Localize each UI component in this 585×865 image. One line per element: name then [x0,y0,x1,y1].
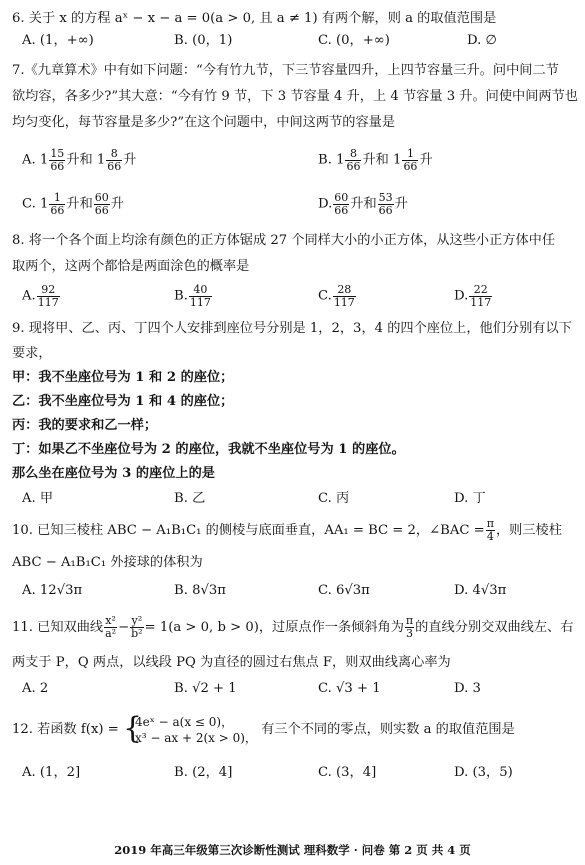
fraction-pi-over-3: $\frac{\pi}{3}$ [405,614,414,640]
page-footer: 2019 年高三年级第三次诊断性测试 理科数学 · 问卷 第 2 页 共 4 页 [114,843,471,857]
q12-option-a: A. (1，2] [22,765,81,780]
q10-line-2: ABC − A₁B₁C₁ 外接球的体积为 [12,555,203,570]
fraction: $\frac{8}{66}$ [107,147,122,173]
q8-option-c: C. $\frac{28}{117}$ [318,283,355,309]
fraction: $\frac{8}{66}$ [346,147,361,173]
q9-condition-jia: 甲：我不坐座位号为 1 和 2 的座位； [12,370,234,385]
q11-line-1: 11. 已知双曲线 $\frac{\text{x²}}{\text{a²}}$ − $\frac{\text{y²}}{\text{b²}}$ = 1(a > 0, b > 0)，过原点作一条倾斜角为 $\frac{\pi}{3}$ 的直线分别交双曲线左、右 [12,614,574,640]
fraction: $\frac{40}{117}$ [189,283,211,309]
q11-options [22,680,562,700]
q8-option-b: B. $\frac{40}{117}$ [174,283,211,309]
piecewise-case-1: 4eˣ − a(x ≤ 0)， [134,714,234,729]
question-6-options [22,32,562,52]
q9-condition-bing: 丙：我的要求和乙一样； [12,418,158,433]
q8-line-2: 取两个，这两个都恰是两面涂色的概率是 [12,259,250,274]
question-8 [12,232,574,278]
fraction: $\frac{15}{66}$ [50,147,65,173]
brace-symbol: { [122,710,143,746]
q10-line-1: 10. 已知三棱柱 ABC − A₁B₁C₁ 的侧棱与底面垂直，AA₁ = BC = 2，∠BAC = $\frac{\pi}{4}$ ，则三棱柱 [12,517,562,543]
q7-options-row-1 [22,148,562,182]
question-12 [12,710,574,750]
q9-option-d: D. 丁 [454,491,486,506]
q11-option-c: C. √3 + 1 [318,681,381,696]
q7-options-row-2 [22,192,562,226]
q9-condition-ding: 丁：如果乙不坐座位号为 2 的座位，我就不坐座位号为 1 的座位。 [12,442,405,457]
q12-option-c: C. (3，4] [318,765,377,780]
q10-options [22,582,562,602]
question-10 [12,516,574,574]
question-9 [12,320,574,485]
question-6-stem: 6. 关于 x 的方程 aˣ − x − a = 0(a > 0, 且 a ≠ 1) 有两个解，则 a 的取值范围是 [12,11,497,26]
q9-ask: 那么坐在座位号为 3 的座位上的是 [12,466,215,481]
q6-option-a: A. (1，+∞) [22,33,94,48]
q12-option-d: D. (3，5) [454,765,513,780]
fraction-x2-over-a2: $\frac{\text{x²}}{\text{a²}}$ [105,614,117,640]
piecewise-function [122,710,257,746]
q7-line-1: 7.《九章算术》中有如下问题：“今有竹九节，下三节容量四升，上四节容量三升。问中间二节 [12,63,559,78]
q7-option-c: C. 1 $\frac{1}{66}$ 升和 $\frac{60}{66}$ 升 [22,191,124,217]
q11-line-2: 两支于 P，Q 两点，以线段 PQ 为直径的圆过右焦点 F，则双曲线离心率为 [12,655,451,670]
q7-line-3: 均匀变化，每节容量是多少?”在这个问题中，中间这两节的容量是 [12,115,396,130]
fraction: $\frac{60}{66}$ [334,191,349,217]
q9-line-1: 9. 现将甲、乙、丙、丁四个人安排到座位号分别是 1，2，3，4 的四个座位上，他们分别有以下 [12,321,572,336]
q8-options [22,284,562,318]
q9-option-b: B. 乙 [174,491,206,506]
q6-option-b: B. (0，1) [174,33,233,48]
piecewise-case-2: x³ − ax + 2(x > 0)， [134,730,257,745]
q10-option-c: C. 6√3π [318,583,370,598]
q7-option-a: A. 1 $\frac{15}{66}$ 升和 1 $\frac{8}{66}$ 升 [22,147,137,173]
q8-option-d: D. $\frac{22}{117}$ [454,283,492,309]
fraction: $\frac{22}{117}$ [470,283,492,309]
q6-option-d: D. ∅ [467,33,497,48]
fraction: $\frac{60}{66}$ [94,191,109,217]
question-11 [12,612,574,674]
q7-option-d: D. $\frac{60}{66}$ 升和 $\frac{53}{66}$ 升 [318,191,408,217]
q9-options [22,490,562,510]
question-7 [12,62,578,134]
q7-line-2: 欲均容，各多少?”其大意：“今有竹 9 节，下 3 节容量 4 升，上 4 节容量 3 升。问使中间两节也 [12,89,578,104]
q6-option-c: C. (0，+∞) [318,33,390,48]
q11-option-a: A. 2 [22,681,49,696]
q12-line-1: 12. 若函数 f(x) = { 4eˣ − a(x ≤ 0)， x³ − ax + 2(x > 0)， 有三个不同的零点，则实数 a 的取值范围是 [12,710,515,746]
q8-option-a: A. $\frac{92}{117}$ [22,283,59,309]
fraction: $\frac{1}{66}$ [403,147,418,173]
q7-option-b: B. 1 $\frac{8}{66}$ 升和 1 $\frac{1}{66}$ 升 [318,147,433,173]
q12-option-b: B. (2，4] [174,765,233,780]
fraction-y2-over-b2: $\frac{\text{y²}}{\text{b²}}$ [131,614,143,640]
q9-condition-yi: 乙：我不坐座位号为 1 和 4 的座位； [12,394,234,409]
fraction: $\frac{28}{117}$ [333,283,355,309]
q9-option-a: A. 甲 [22,491,54,506]
fraction: $\frac{1}{66}$ [50,191,65,217]
q10-option-a: A. 12√3π [22,583,83,598]
q12-options [22,764,562,784]
q11-option-d: D. 3 [454,681,481,696]
q10-option-d: D. 4√3π [454,583,507,598]
question-6 [12,10,574,30]
q11-option-b: B. √2 + 1 [174,681,237,696]
fraction: $\frac{92}{117}$ [37,283,59,309]
q9-option-c: C. 丙 [318,491,350,506]
fraction-pi-over-4: $\frac{\pi}{4}$ [486,517,494,543]
q10-option-b: B. 8√3π [174,583,226,598]
fraction: $\frac{53}{66}$ [378,191,393,217]
q9-line-2: 要求， [12,346,52,361]
q8-line-1: 8. 将一个各个面上均涂有颜色的正方体锯成 27 个同样大小的小正方体，从这些小正方体中任 [12,233,556,248]
